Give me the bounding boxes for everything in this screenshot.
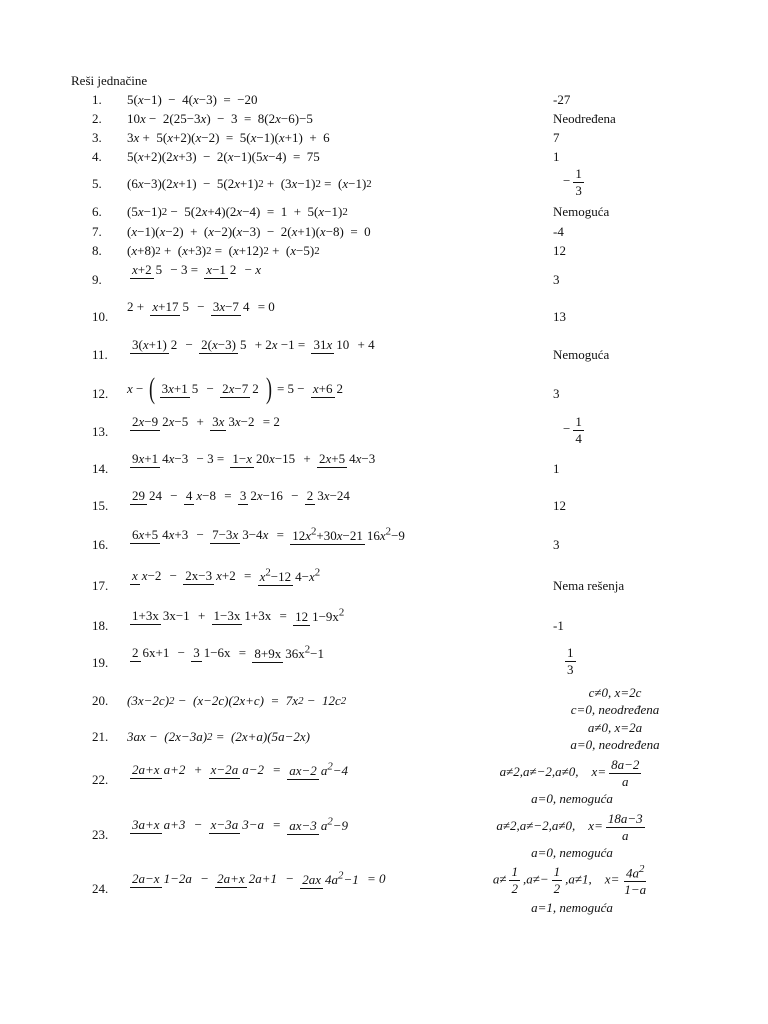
equation: 10 x − 2(25−3 x ) − 3 = 8(2 x −6)−5 <box>127 111 313 126</box>
answer: Nema rešenja <box>553 578 625 593</box>
item-number: 17. <box>92 578 109 593</box>
item-number: 12. <box>92 386 109 401</box>
answer: 1 <box>553 149 560 164</box>
answer: 3 <box>553 272 560 287</box>
item-number: 22. <box>92 772 109 787</box>
equation: (6 x −3)(2 x +1) − 5(2 x +1) 2 + (3 x −1) 2 = ( x −1) 2 <box>127 176 372 191</box>
answer: $\frac{1}{3}$ <box>567 645 574 677</box>
equation: 5( x +2)(2 x +3) − 2( x −1)(5 x −4) = 75 <box>127 149 320 164</box>
answer: Nemoguća <box>553 347 610 362</box>
item-number: 13. <box>92 424 109 439</box>
answer: Neodređena <box>553 111 616 126</box>
item-number: 9. <box>92 272 102 287</box>
equation: 2 6x+1 − 3 1−6x = 8+9x $36x^2-1$ <box>132 644 324 662</box>
equation: ( x −1)( x −2) + ( x −2)( x −3) − 2( x +1)( x −8) = 0 <box>127 224 371 239</box>
item-number: 15. <box>92 498 109 513</box>
answer: c≠0, x=2c c=0, neodređena <box>570 685 660 717</box>
equation: 3a+x a+3 − x−3a 3−a = ax−3 $a^2-9$ <box>132 816 349 834</box>
item-number: 16. <box>92 537 109 552</box>
equation: x x−2 − 2x−3 x+2 = $x^2-12$ $4-x^2$ <box>132 567 321 585</box>
equation: (5 x −1) 2 − 5(2 x +4)(2 x −4) = 1 + 5( x −1) 2 <box>127 204 348 219</box>
equation: 2x−9 2x−5 + 3x 3x−2 = 2 <box>132 414 280 430</box>
item-number: 6. <box>92 204 102 219</box>
answer: a≠2,a≠−2,a≠0, x= $\frac{18a-3}{a}$ a=0, nemoguća <box>496 811 643 861</box>
answer: − $\frac{1}{4}$ <box>563 414 582 446</box>
equation: 1+3x 3x−1 + 1−3x 1+3x = 12 $1-9x^2$ <box>132 607 345 625</box>
item-number: 1. <box>92 92 102 107</box>
equation: 3 ax − (2 x −3 a ) 2 = (2 x + a )(5 a −2 x ) <box>127 729 310 744</box>
equation: ( x +8) 2 + ( x +3) 2 = ( x +12) 2 + ( x −5) 2 <box>127 243 320 258</box>
item-number: 11. <box>92 347 108 362</box>
item-number: 20. <box>92 693 109 708</box>
answer: 13 <box>553 309 566 324</box>
answer: − $\frac{1}{3}$ <box>563 166 582 198</box>
item-number: 19. <box>92 655 109 670</box>
answer: Nemoguća <box>553 204 610 219</box>
item-number: 8. <box>92 243 102 258</box>
item-number: 4. <box>92 149 102 164</box>
equation: 5( x −1) − 4( x −3) = −20 <box>127 92 258 107</box>
item-number: 18. <box>92 618 109 633</box>
answer: 3 <box>553 386 560 401</box>
item-number: 3. <box>92 130 102 145</box>
answer: 3 <box>553 537 560 552</box>
equation: (3 x −2 c ) 2 − ( x −2 c )(2 x + c ) = 7 x 2 − 12 c 2 <box>127 693 347 708</box>
equation: 2a−x 1−2a − 2a+x 2a+1 − 2ax $4a^2-1$ = 0 <box>132 870 386 888</box>
item-number: 23. <box>92 827 109 842</box>
answer: a≠0, x=2a a=0, neodređena <box>570 720 660 752</box>
item-number: 10. <box>92 309 109 324</box>
answer: -27 <box>553 92 571 107</box>
item-number: 14. <box>92 461 109 476</box>
item-number: 24. <box>92 881 109 896</box>
page-title: Reši jednačine <box>71 73 148 88</box>
equation: x+2 5 − 3 = x−1 2 − x <box>132 262 262 278</box>
equation: 9x+1 4x−3 − 3 = 1−x 20x−15 + 2x+5 4x−3 <box>132 451 376 467</box>
item-number: 5. <box>92 176 102 191</box>
equation: 29 24 − 4 x−8 = 3 2x−16 − 2 3x−24 <box>132 488 350 504</box>
item-number: 7. <box>92 224 102 239</box>
answer: -4 <box>553 224 564 239</box>
equation: 2a+x a+2 + x−2a a−2 = ax−2 $a^2-4$ <box>132 761 349 779</box>
equation: x − ( 3x+1 5 − 2x−7 2 ) = 5 − x+6 2 <box>127 372 344 405</box>
answer: a≠ $\frac{1}{2}$ ,a≠− $\frac{1}{2}$ ,a≠1, x= $\frac{4a^2}{1-a}$ a=1, nemoguća <box>492 863 647 915</box>
answer: -1 <box>553 618 564 633</box>
equation: 3 x + 5( x +2)( x −2) = 5( x −1)( x +1) + 6 <box>127 130 330 145</box>
equation: 6x+5 4x+3 − 7−3x 3−4x = $12x^2+30x-21$ $16x^2-9$ <box>132 526 405 544</box>
item-number: 2. <box>92 111 102 126</box>
equation: 2 + x+17 5 − 3x−7 4 = 0 <box>127 299 275 315</box>
answer: 12 <box>553 243 566 258</box>
answer: 7 <box>553 130 560 145</box>
answer: 12 <box>553 498 566 513</box>
equation: 3(x+1) 2 − 2(x−3) 5 + 2 x −1 = 31x 10 + 4 <box>132 337 375 353</box>
item-number: 21. <box>92 729 109 744</box>
answer: a≠2,a≠−2,a≠0, x= $\frac{8a-2}{a}$ a=0, nemoguća <box>499 757 640 807</box>
answer: 1 <box>553 461 560 476</box>
